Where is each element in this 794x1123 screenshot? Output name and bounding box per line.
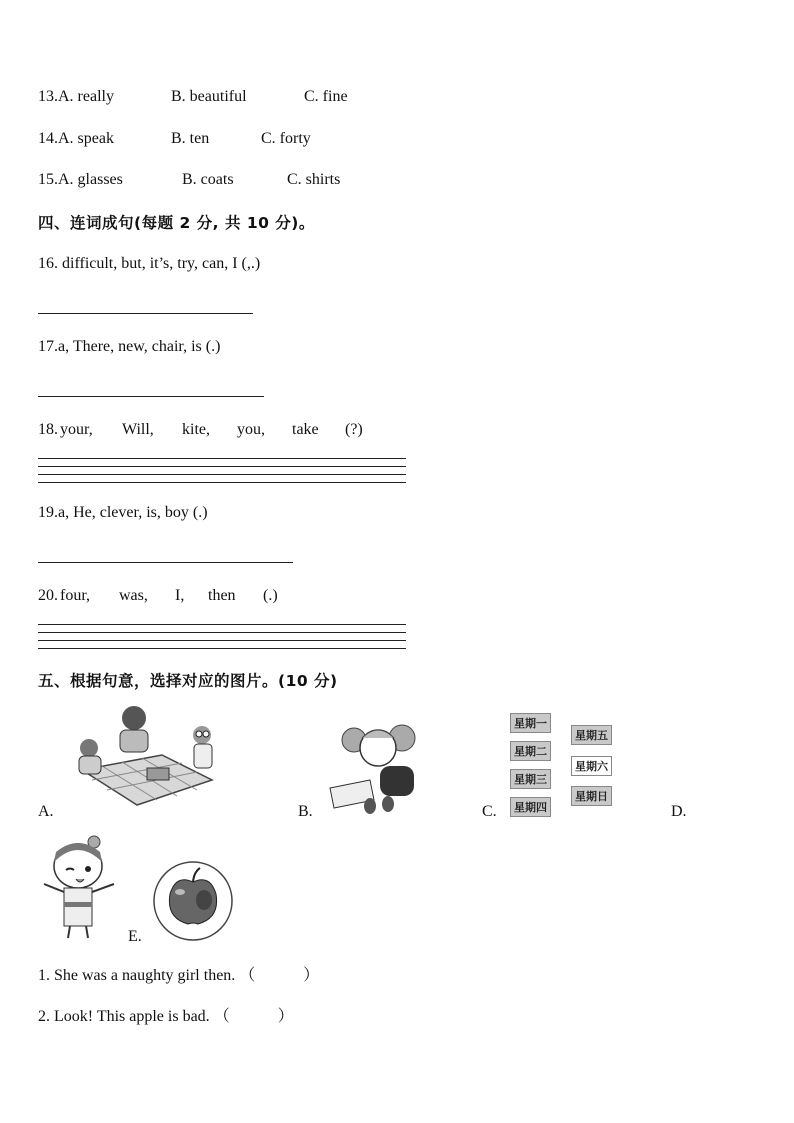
word: (?) [345, 421, 363, 438]
answer-line[interactable] [38, 313, 253, 314]
naughty-girl-picture [38, 832, 122, 942]
weekday-card: 星期五 [571, 725, 612, 745]
answer-line[interactable] [38, 640, 406, 641]
question-18: 18. [38, 421, 58, 438]
answer-line[interactable] [38, 396, 264, 397]
answer-line[interactable] [38, 648, 406, 649]
weekday-card: 星期六 [571, 756, 612, 776]
label-b: B. [298, 803, 313, 820]
picnic-picture [62, 700, 227, 810]
question-17: 17.a, There, new, chair, is (.) [38, 338, 221, 355]
answer-line[interactable] [38, 624, 406, 625]
option-b: B. coats [182, 171, 234, 188]
bad-apple-picture [152, 860, 234, 942]
word: your, [60, 421, 93, 438]
word: Will, [122, 421, 154, 438]
question-16: 16. difficult, but, it’s, try, can, I (,.) [38, 255, 261, 272]
answer-line[interactable] [38, 482, 406, 483]
weekday-card: 星期一 [510, 713, 551, 733]
question-20: 20. [38, 587, 58, 604]
question-15: 15.A. glasses [38, 171, 123, 188]
option-c: C. forty [261, 130, 311, 147]
option-a: A. really [58, 88, 114, 105]
answer-line[interactable] [38, 632, 406, 633]
sentence-1: 1. She was a naughty girl then. （ ） [38, 967, 320, 984]
answer-line[interactable] [38, 474, 406, 475]
label-e: E. [128, 928, 142, 945]
answer-line[interactable] [38, 466, 406, 467]
label-a: A. [38, 803, 54, 820]
option-a: A. speak [58, 130, 114, 147]
question-14: 14.A. speak [38, 130, 114, 147]
word: four, [60, 587, 91, 604]
option-c: C. fine [304, 88, 348, 105]
label-c: C. [482, 803, 497, 820]
word: kite, [182, 421, 210, 438]
word: you, [237, 421, 265, 438]
option-b: B. beautiful [171, 88, 247, 105]
weekday-card: 星期日 [571, 786, 612, 806]
label-d: D. [671, 803, 687, 820]
word: then [208, 587, 236, 604]
weekday-card: 星期四 [510, 797, 551, 817]
question-19: 19.a, He, clever, is, boy (.) [38, 504, 208, 521]
question-13: 13.A. really [38, 88, 114, 105]
section-4-title: 四、连词成句(每题 2 分, 共 10 分)。 [38, 214, 315, 232]
answer-line[interactable] [38, 562, 293, 563]
weekday-card: 星期三 [510, 769, 551, 789]
word: (.) [263, 587, 278, 604]
weekday-card: 星期二 [510, 741, 551, 761]
option-a: A. glasses [58, 171, 123, 188]
option-c: C. shirts [287, 171, 341, 188]
option-b: B. ten [171, 130, 210, 147]
answer-blank[interactable]: （ ） [239, 967, 320, 984]
answer-line[interactable] [38, 458, 406, 459]
section-5-title: 五、根据句意，选择对应的图片。(10 分) [38, 672, 338, 690]
answer-blank[interactable]: （ ） [213, 1008, 294, 1025]
sentence-2: 2. Look! This apple is bad. （ ） [38, 1008, 294, 1025]
girl-reading-picture [322, 718, 432, 816]
word: take [292, 421, 319, 438]
word: was, [119, 587, 148, 604]
word: I, [175, 587, 185, 604]
